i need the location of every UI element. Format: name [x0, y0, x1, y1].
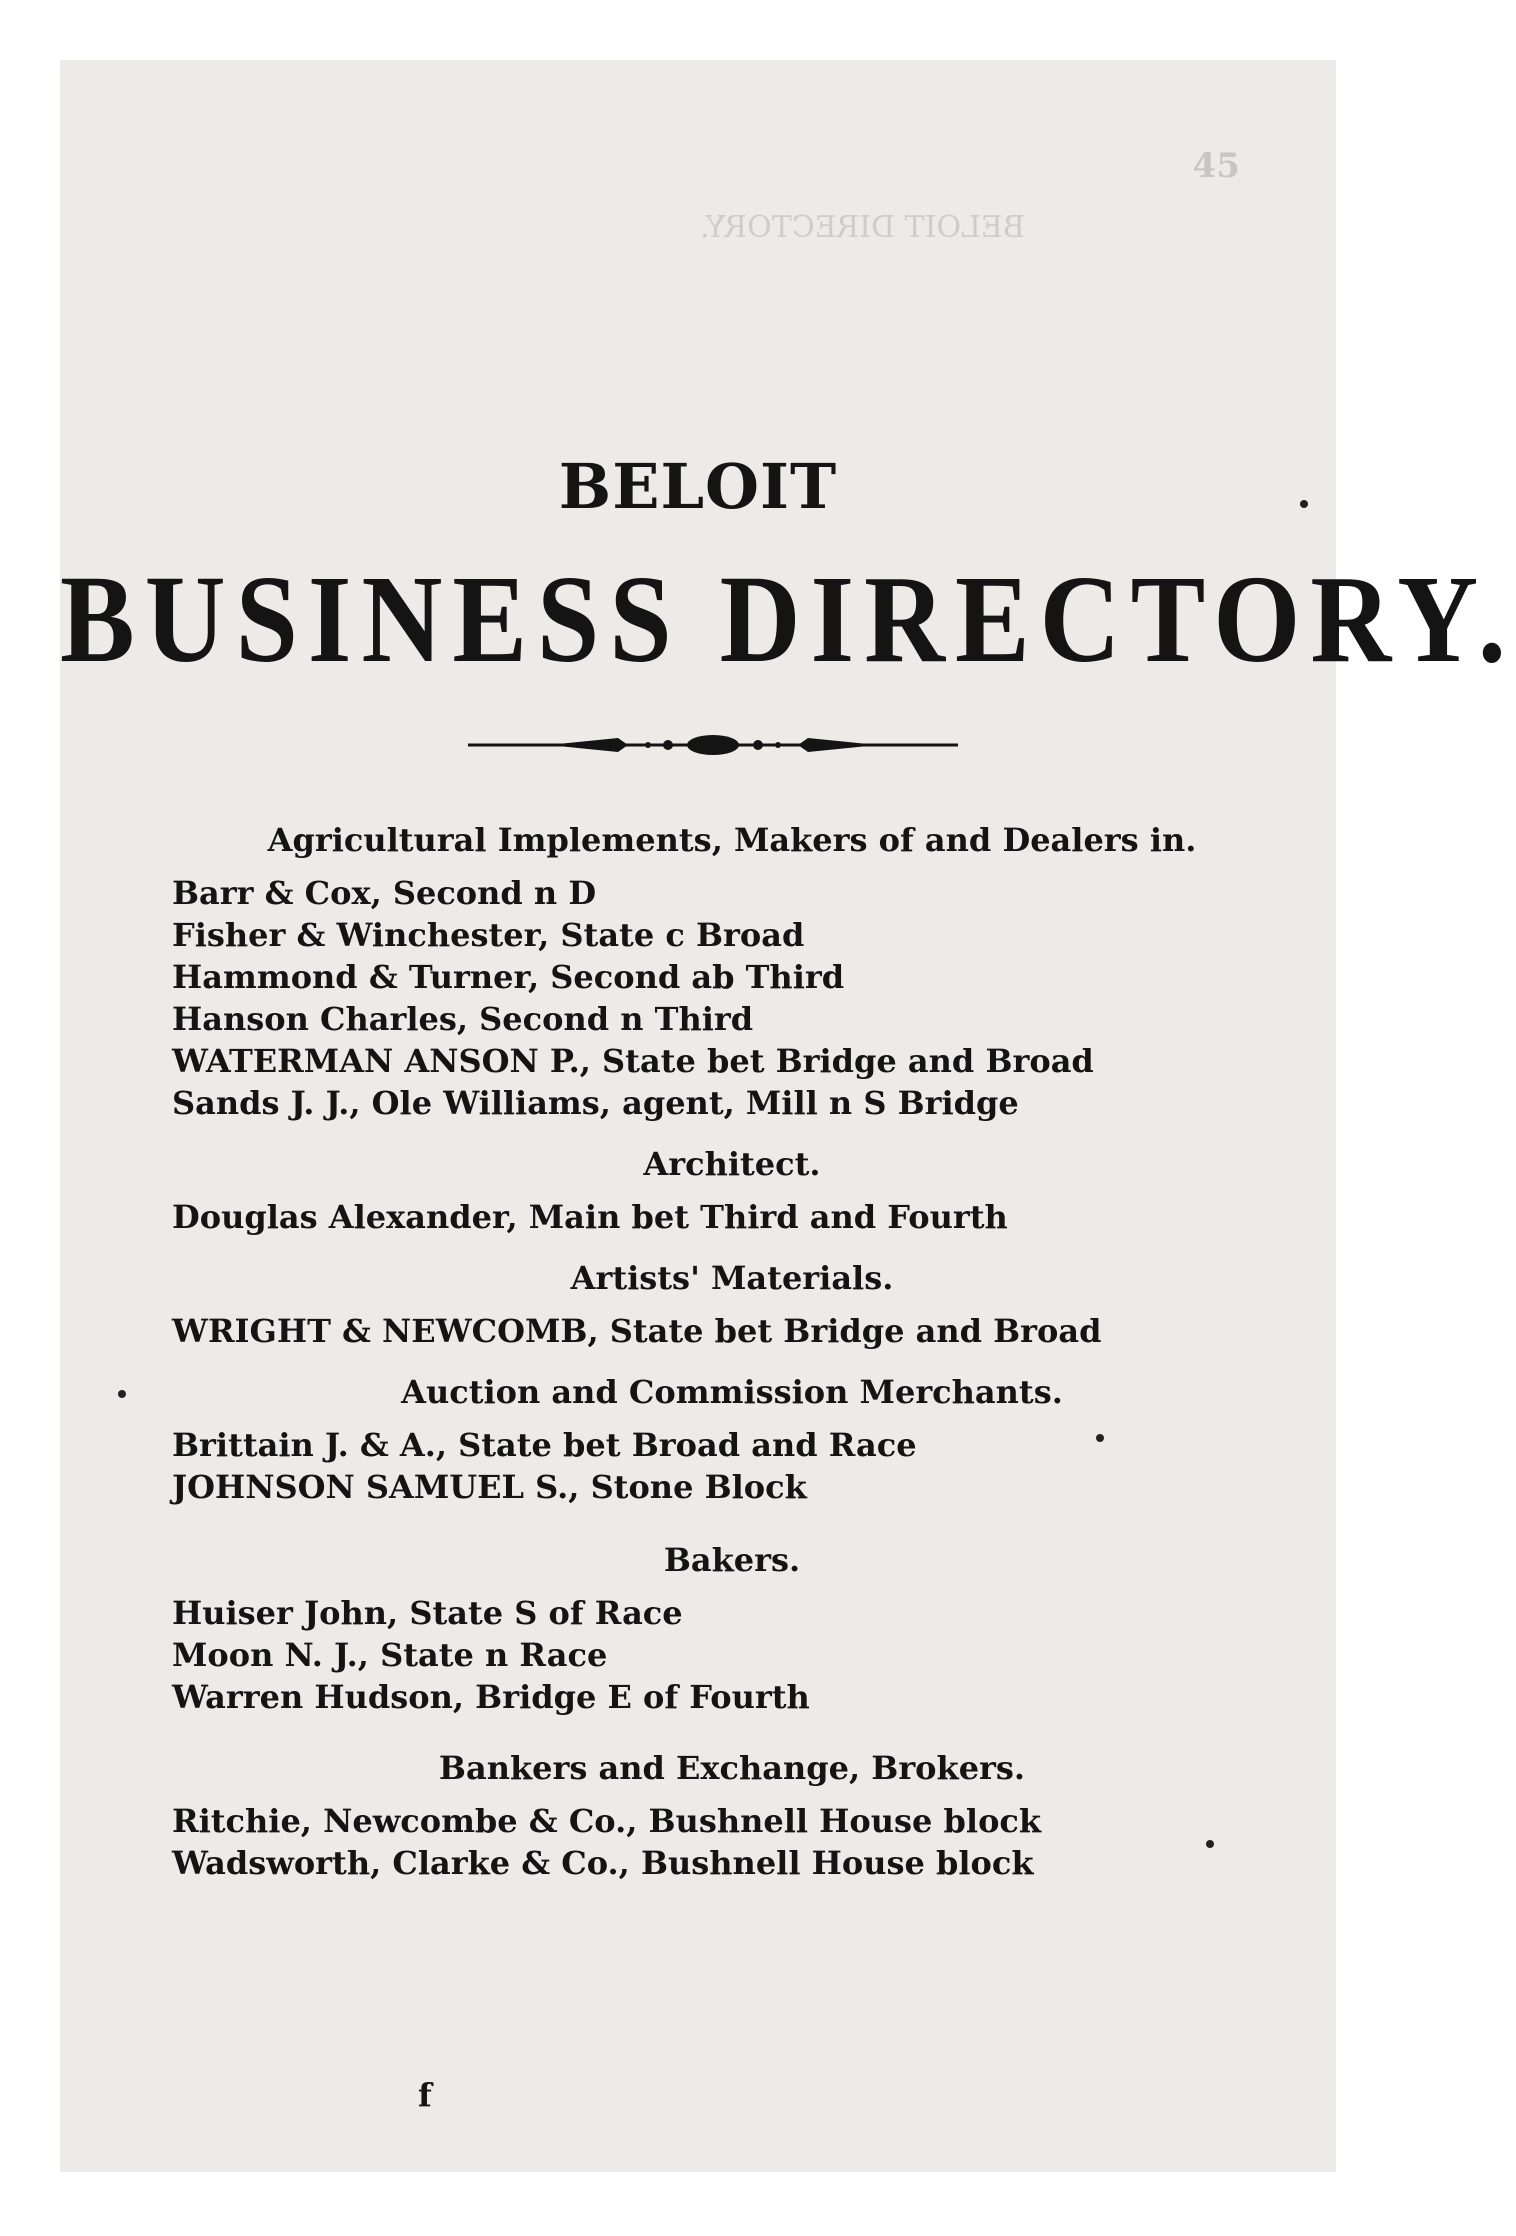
section-heading: Agricultural Implements, Makers of and Dealers in.	[267, 821, 1197, 859]
bleed-through-page-number: 45	[1192, 146, 1240, 186]
directory-entry: Hammond & Turner, Second ab Third	[172, 958, 845, 996]
directory-entry: WRIGHT & NEWCOMB, State bet Bridge and Broad	[172, 1312, 1102, 1350]
section-heading: Artists' Materials.	[570, 1259, 894, 1297]
bleed-through-text: BELOIT DIRECTORY.	[700, 210, 1025, 245]
section-artists-materials	[172, 1256, 1292, 1352]
directory-sections	[172, 818, 1292, 1884]
title-beloit: BELOIT	[558, 450, 838, 523]
paper-speck	[1300, 500, 1308, 508]
section-agricultural-implements	[172, 818, 1292, 1124]
section-architect	[172, 1142, 1292, 1238]
directory-entry: WATERMAN ANSON P., State bet Bridge and Broad	[172, 1042, 1094, 1080]
section-heading: Bakers.	[663, 1541, 801, 1579]
directory-entry: Douglas Alexander, Main bet Third and Fourth	[172, 1198, 1008, 1236]
section-bakers	[172, 1538, 1292, 1718]
directory-entry: Moon N. J., State n Race	[172, 1636, 608, 1674]
directory-entry: Brittain J. & A., State bet Broad and Race	[172, 1426, 917, 1464]
directory-entry: Barr & Cox, Second n D	[172, 874, 597, 912]
section-heading: Bankers and Exchange, Brokers.	[438, 1749, 1026, 1787]
directory-entry: JOHNSON SAMUEL S., Stone Block	[172, 1468, 807, 1506]
directory-entry: Ritchie, Newcombe & Co., Bushnell House block	[172, 1802, 1042, 1840]
section-heading: Auction and Commission Merchants.	[401, 1373, 1063, 1411]
paper-speck	[1206, 1840, 1214, 1848]
paper-speck	[1096, 1434, 1104, 1442]
title-business-directory: BUSINESS DIRECTORY.	[60, 550, 1516, 690]
paper-speck	[118, 1390, 126, 1398]
ornamental-rule	[468, 728, 958, 762]
section-auction-commission	[172, 1370, 1292, 1508]
directory-entry: Wadsworth, Clarke & Co., Bushnell House block	[172, 1844, 1034, 1882]
directory-entry: Warren Hudson, Bridge E of Fourth	[172, 1678, 810, 1716]
directory-entry: Huiser John, State S of Race	[172, 1594, 683, 1632]
section-heading: Architect.	[643, 1145, 821, 1183]
directory-entry: Sands J. J., Ole Williams, agent, Mill n S Bridge	[172, 1084, 1019, 1122]
section-bankers-exchange	[172, 1746, 1292, 1884]
directory-entry: Fisher & Winchester, State c Broad	[172, 916, 805, 954]
directory-page	[60, 60, 1516, 2172]
directory-entry: Hanson Charles, Second n Third	[172, 1000, 754, 1038]
signature-mark: f	[418, 2076, 432, 2114]
